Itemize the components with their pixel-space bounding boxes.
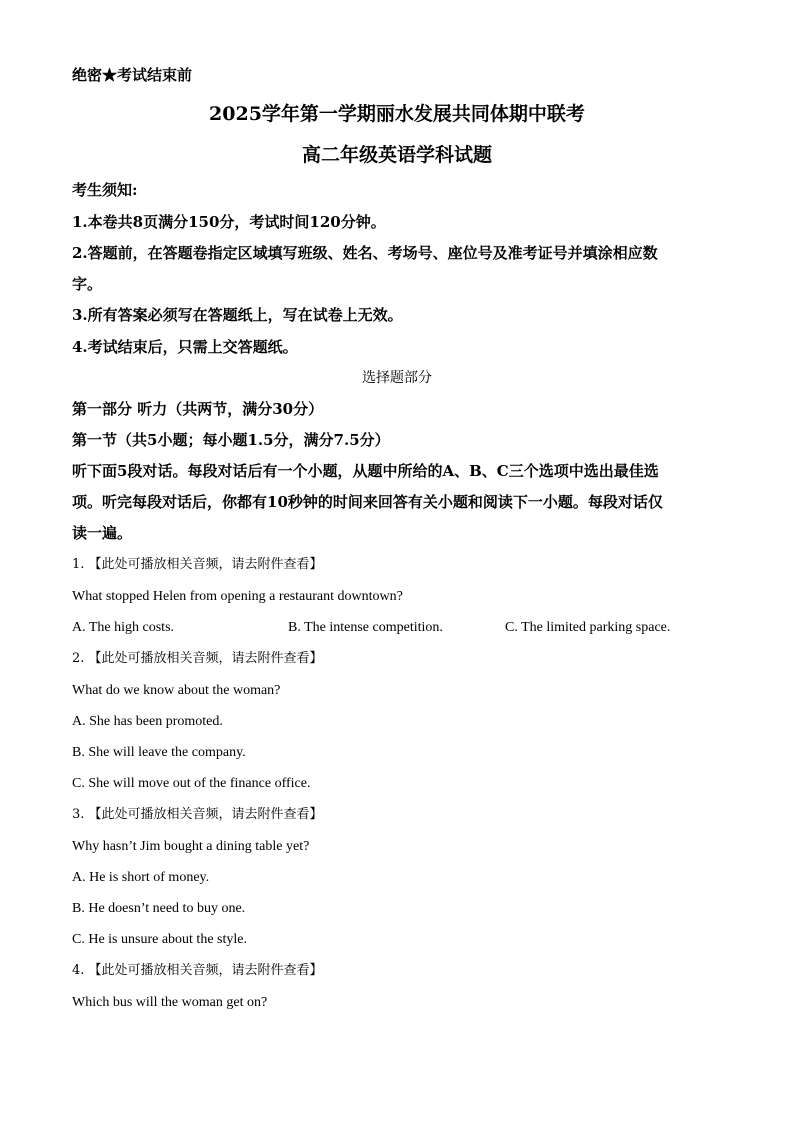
- instruction-item: 3.所有答案必须写在答题纸上，写在试卷上无效。: [72, 306, 403, 324]
- option-a: A. She has been promoted.: [72, 714, 223, 729]
- audio-placeholder[interactable]: 1. 【此处可播放相关音频，请去附件查看】: [72, 557, 323, 572]
- instruction-item: 2.答题前，在答题卷指定区域填写班级、姓名、考场号、座位号及准考证号并填涂相应数: [72, 244, 658, 262]
- instruction-item: 4.考试结束后，只需上交答题纸。: [72, 338, 298, 356]
- instructions-heading: 考生须知:: [72, 181, 138, 199]
- instruction-item: 1.本卷共8页满分150分，考试时间120分钟。: [72, 213, 386, 231]
- part-heading: 第一部分 听力（共两节，满分30分）: [72, 400, 324, 418]
- directions-line: 项。听完每段对话后，你都有10秒钟的时间来回答有关小题和阅读下一小题。每段对话仅: [72, 493, 663, 511]
- option-c: C. The limited parking space.: [505, 620, 671, 635]
- audio-placeholder[interactable]: 4. 【此处可播放相关音频，请去附件查看】: [72, 963, 323, 978]
- section-heading: 选择题部分: [362, 370, 432, 386]
- question-stem: What do we know about the woman?: [72, 683, 281, 698]
- exam-title: 2025学年第一学期丽水发展共同体期中联考: [209, 103, 585, 125]
- question-stem: Which bus will the woman get on?: [72, 995, 268, 1010]
- secret-mark: 绝密★考试结束前: [72, 66, 193, 84]
- question-stem: What stopped Helen from opening a restaurant downtown?: [72, 589, 403, 604]
- audio-placeholder[interactable]: 3. 【此处可播放相关音频，请去附件查看】: [72, 807, 323, 822]
- directions-line: 读一遍。: [72, 524, 133, 542]
- option-c: C. He is unsure about the style.: [72, 932, 247, 947]
- option-a: A. The high costs.: [72, 620, 175, 635]
- option-b: B. The intense competition.: [288, 620, 443, 635]
- option-a: A. He is short of money.: [72, 870, 210, 885]
- option-b: B. He doesn’t need to buy one.: [72, 901, 246, 916]
- question-stem: Why hasn’t Jim bought a dining table yet?: [72, 839, 310, 854]
- directions-line: 听下面5段对话。每段对话后有一个小题，从题中所给的A、B、C三个选项中选出最佳选: [72, 462, 659, 480]
- instruction-item: 字。: [72, 275, 103, 293]
- option-b: B. She will leave the company.: [72, 745, 246, 760]
- subsection-heading: 第一节（共5小题；每小题1.5分，满分7.5分）: [72, 431, 390, 449]
- option-c: C. She will move out of the finance office.: [72, 776, 311, 791]
- exam-subtitle: 高二年级英语学科试题: [301, 144, 492, 166]
- audio-placeholder[interactable]: 2. 【此处可播放相关音频，请去附件查看】: [72, 651, 323, 666]
